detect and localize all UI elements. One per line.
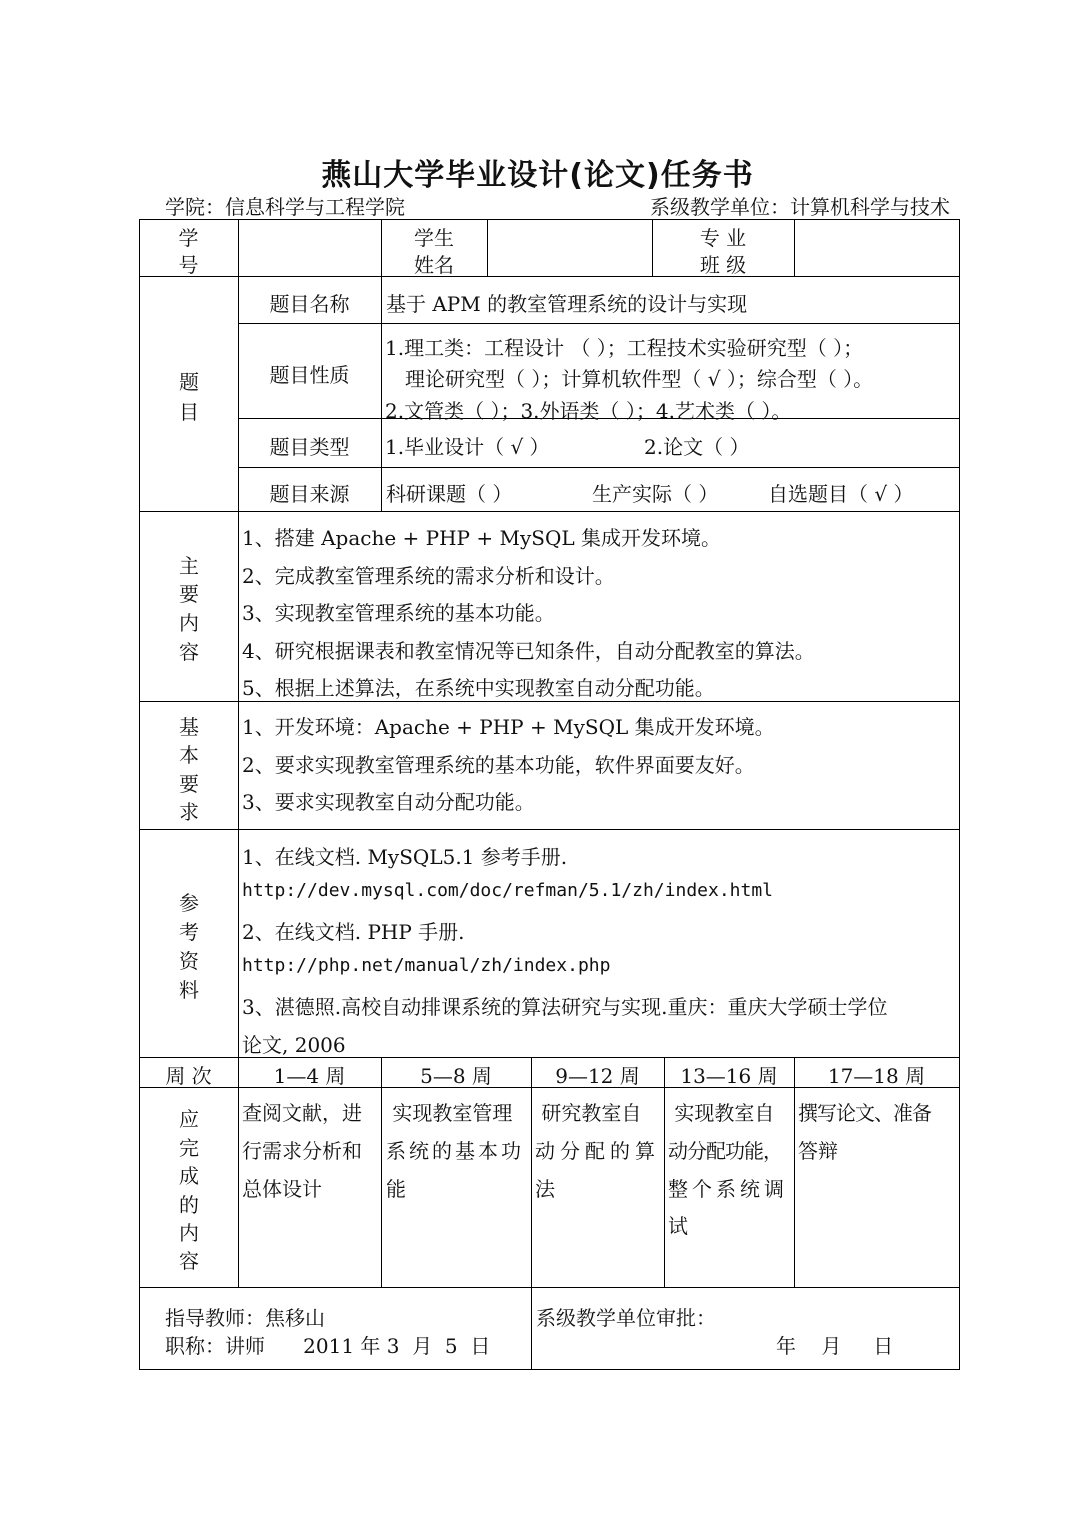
main-content-item-5: 5、根据上述算法，在系统中实现教室自动分配功能。 [242, 676, 715, 700]
week-1: 1—4 周 [273, 1064, 346, 1088]
references-label-3: 资 [179, 949, 199, 973]
class-label-1: 专 业 [699, 226, 747, 250]
requirements-label-1: 基 [179, 715, 199, 739]
student-name-label-1: 学生 [414, 226, 454, 250]
content-col3-line-2: 动分配的算 [535, 1139, 660, 1163]
topic-source-label: 题目来源 [269, 482, 350, 506]
topic-nature-line-1: 1.理工类：工程设计 （ ）；工程技术实验研究型（ ）； [385, 336, 864, 360]
reference-link-mysql[interactable]: http://dev.mysql.com/doc/refman/5.1/zh/index.html [242, 880, 774, 901]
content-col4-line-3: 整个系统调 [668, 1177, 788, 1201]
topic-name-label: 题目名称 [269, 292, 350, 316]
references-label-1: 参 [179, 891, 199, 915]
main-content-item-4: 4、研究根据课表和教室情况等已知条件，自动分配教室的算法。 [242, 639, 815, 663]
topic-nature-line-2: 理论研究型（ ）；计算机软件型（ √ ）；综合型（ ）。 [405, 367, 874, 391]
content-label-5: 内 [179, 1221, 199, 1245]
advisor-title-date: 职称：讲师 2011 年 3 月 5 日 [165, 1334, 491, 1358]
content-col5-line-2: 答辩 [798, 1139, 838, 1163]
approval-date: 年 月 日 [776, 1334, 894, 1358]
reference-item-2: 2、在线文档. PHP 手册. [242, 920, 465, 944]
reference-link-php[interactable]: http://php.net/manual/zh/index.php [242, 955, 611, 976]
student-id-label-2: 号 [178, 253, 199, 277]
content-col4-line-4: 试 [668, 1214, 688, 1238]
content-label-1: 应 [179, 1107, 199, 1131]
topic-nature-label: 题目性质 [269, 363, 350, 387]
content-label-2: 完 [179, 1136, 199, 1160]
references-label-4: 料 [179, 978, 199, 1002]
main-content-item-1: 1、搭建 Apache + PHP + MySQL 集成开发环境。 [242, 526, 721, 550]
student-name-label-2: 姓名 [414, 253, 454, 277]
week-3: 9—12 周 [555, 1064, 640, 1088]
topic-type-option-1: 1.毕业设计（ √ ） [385, 435, 550, 459]
requirements-label-2: 本 [179, 743, 199, 767]
approval-label: 系级教学单位审批： [536, 1306, 716, 1330]
department-label: 系级教学单位：计算机科学与技术 [650, 195, 950, 219]
content-col1-line-1: 查阅文献，进 [242, 1101, 362, 1125]
topic-source-option-2: 生产实际（ ） [592, 482, 719, 506]
document-title: 燕山大学毕业设计(论文)任务书 [321, 158, 754, 193]
content-col1-line-3: 总体设计 [242, 1177, 322, 1201]
content-col2-line-1: 实现教室管理 [386, 1101, 513, 1125]
college-label: 学院：信息科学与工程学院 [165, 195, 405, 219]
main-content-item-2: 2、完成教室管理系统的需求分析和设计。 [242, 564, 615, 588]
references-label-2: 考 [179, 920, 199, 944]
topic-source-option-3: 自选题目（ √ ） [768, 482, 914, 506]
requirement-item-3: 3、要求实现教室自动分配功能。 [242, 790, 535, 814]
requirements-label-3: 要 [179, 772, 199, 796]
content-col3-line-3: 法 [535, 1177, 555, 1201]
week-label: 周 次 [165, 1064, 212, 1088]
main-content-label-4: 容 [179, 640, 199, 664]
content-col4-line-1: 实现教室自 [668, 1101, 775, 1125]
topic-type-label: 题目类型 [269, 435, 350, 459]
week-5: 17—18 周 [827, 1064, 926, 1088]
week-2: 5—8 周 [420, 1064, 492, 1088]
main-content-item-3: 3、实现教室管理系统的基本功能。 [242, 601, 555, 625]
requirement-item-2: 2、要求实现教室管理系统的基本功能，软件界面要友好。 [242, 753, 755, 777]
requirements-label-4: 求 [179, 800, 199, 824]
main-content-label-2: 要 [179, 582, 199, 606]
topic-name-value: 基于 APM 的教室管理系统的设计与实现 [386, 292, 748, 316]
content-col4-line-2: 动分配功能， [668, 1139, 782, 1163]
main-content-label-3: 内 [179, 611, 199, 635]
reference-item-3: 3、湛德照.高校自动排课系统的算法研究与实现.重庆：重庆大学硕士学位 [242, 995, 888, 1019]
topic-label-2: 目 [179, 400, 199, 424]
content-label-3: 成 [179, 1164, 199, 1188]
content-col3-line-1: 研究教室自 [535, 1101, 642, 1125]
requirement-item-1: 1、开发环境：Apache + PHP + MySQL 集成开发环境。 [242, 715, 775, 739]
topic-label-1: 题 [179, 370, 199, 394]
reference-item-3-cont: 论文, 2006 [242, 1033, 346, 1057]
content-col2-line-3: 能 [386, 1177, 406, 1201]
advisor-name: 指导教师：焦移山 [165, 1306, 325, 1330]
content-label-6: 容 [179, 1249, 199, 1273]
class-label-2: 班 级 [699, 253, 747, 277]
topic-nature-line-3: 2.文管类（ ）；3.外语类（ ）；4.艺术类（ ）。 [385, 399, 792, 423]
content-col5-line-1: 撰写论文、准备 [798, 1101, 931, 1125]
content-col1-line-2: 行需求分析和 [242, 1139, 362, 1163]
topic-type-option-2: 2.论文（ ） [644, 435, 750, 459]
topic-source-option-1: 科研课题（ ） [386, 482, 513, 506]
week-4: 13—16 周 [680, 1064, 778, 1088]
student-id-label-1: 学 [178, 226, 199, 250]
main-content-label-1: 主 [179, 554, 199, 578]
content-label-4: 的 [179, 1193, 199, 1217]
reference-item-1: 1、在线文档. MySQL5.1 参考手册. [242, 845, 568, 869]
content-col2-line-2: 系统的基本功 [386, 1139, 524, 1163]
